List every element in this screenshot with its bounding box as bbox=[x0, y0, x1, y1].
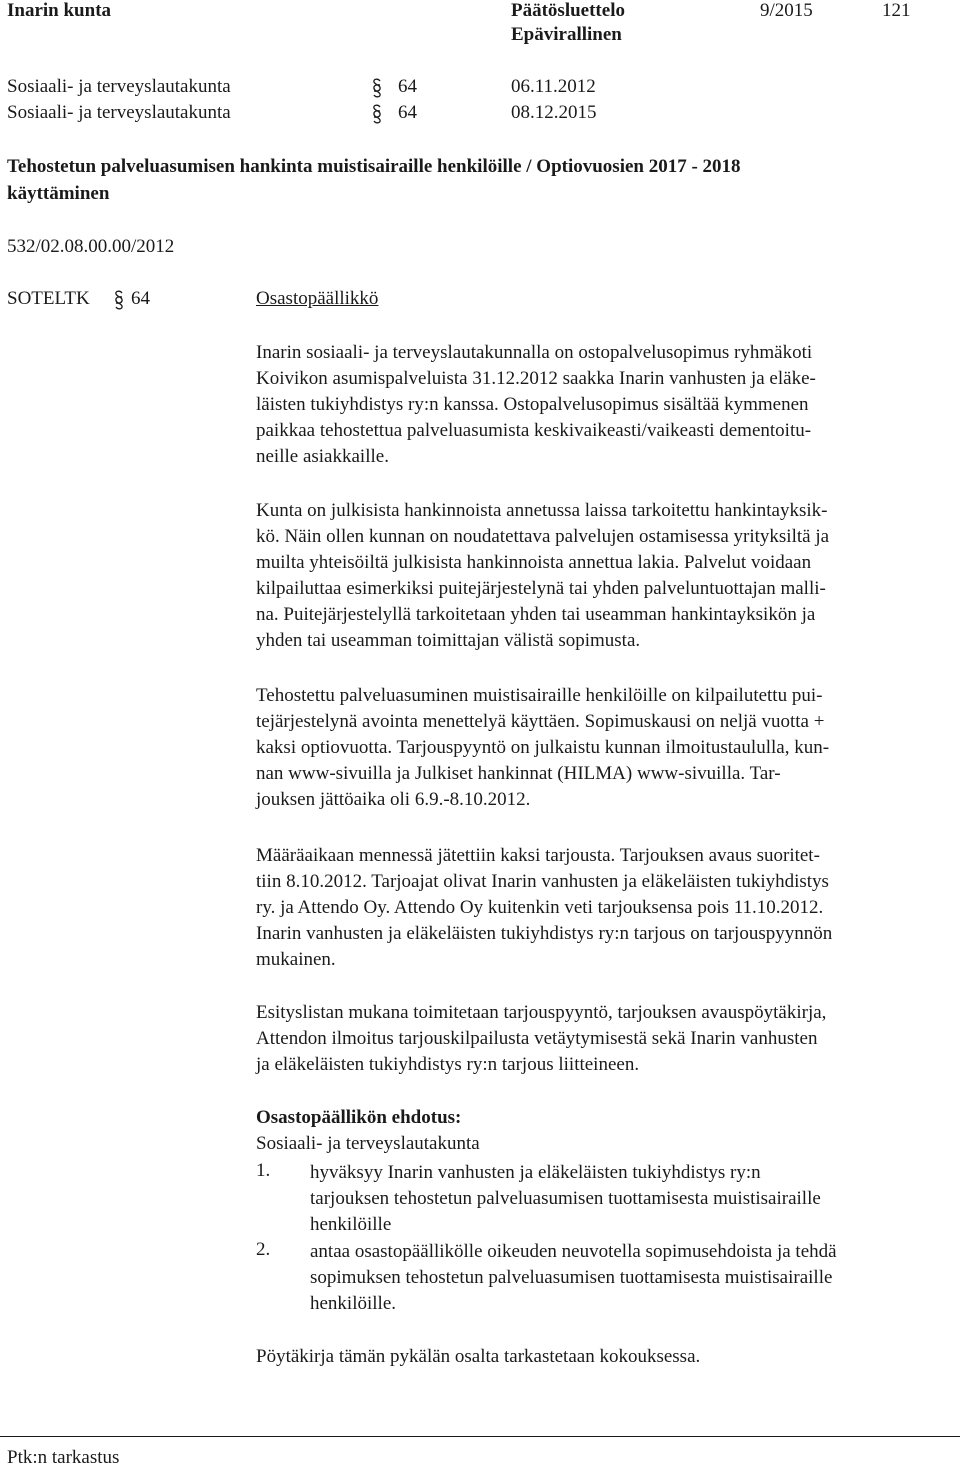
body-paragraph bbox=[256, 843, 954, 973]
document-status: Epävirallinen bbox=[511, 24, 622, 45]
paragraph-line: Inarin vanhusten ja eläkeläisten tukiyhdistys ry:n tarjous on tarjouspyynnön bbox=[256, 923, 833, 944]
issue-number: 9/2015 bbox=[760, 0, 813, 21]
record-number: 532/02.08.00.00/2012 bbox=[7, 236, 175, 257]
paragraph-line: kö. Näin ollen kunnan on noudatettava palvelujen ostamisessa yrityksiltä ja bbox=[256, 526, 830, 547]
paragraph-line: Koivikon asumispalveluista 31.12.2012 saakka Inarin vanhusten ja eläke- bbox=[256, 368, 816, 389]
closing-statement: Pöytäkirja tämän pykälän osalta tarkastetaan kokouksessa. bbox=[256, 1346, 701, 1367]
body-paragraph bbox=[256, 1000, 954, 1078]
section-number: 64 bbox=[131, 288, 150, 309]
history-committee: Sosiaali- ja terveyslautakunta bbox=[7, 102, 231, 123]
paragraph-line: kilpailuttaa esimerkiksi puitejärjestelynä tai yhden palveluntuottajan malli- bbox=[256, 578, 826, 599]
presenter-title: Osastopäällikkö bbox=[256, 288, 379, 309]
body-paragraph bbox=[256, 498, 954, 654]
body-paragraph bbox=[256, 683, 954, 813]
list-item-line: henkilöille. bbox=[310, 1293, 397, 1314]
list-item bbox=[310, 1160, 821, 1238]
paragraph-line: Määräaikaan mennessä jätettiin kaksi tarjousta. Tarjouksen avaus suoritet- bbox=[256, 845, 820, 866]
history-committee: Sosiaali- ja terveyslautakunta bbox=[7, 76, 231, 97]
history-section: 64 bbox=[398, 102, 417, 123]
paragraph-line: nan www-sivuilla ja Julkiset hankinnat (HILMA) www-sivuilla. Tar- bbox=[256, 763, 781, 784]
paragraph-line: neille asiakkaille. bbox=[256, 446, 389, 467]
list-item-line: hyväksyy Inarin vanhusten ja eläkeläisten tukiyhdistys ry:n bbox=[310, 1162, 761, 1183]
list-item-line: antaa osastopäällikölle oikeuden neuvotella sopimusehdoista ja tehdä bbox=[310, 1241, 837, 1262]
paragraph-line: na. Puitejärjestelyllä tarkoitetaan yhden tai useamman hankintayksikön ja bbox=[256, 604, 816, 625]
paragraph-line: tiin 8.10.2012. Tarjoajat olivat Inarin vanhusten ja eläkeläisten tukiyhdistys bbox=[256, 871, 829, 892]
paragraph-line: yhden tai useamman toimittajan välistä sopimusta. bbox=[256, 630, 641, 651]
history-section: 64 bbox=[398, 76, 417, 97]
paragraph-line: ry. ja Attendo Oy. Attendo Oy kuitenkin veti tarjouksensa pois 11.10.2012. bbox=[256, 897, 824, 918]
section-code: SOTELTK bbox=[7, 288, 90, 309]
list-number: 1. bbox=[256, 1160, 271, 1181]
history-date: 06.11.2012 bbox=[511, 76, 596, 97]
paragraph-line: tejärjestelynä avointa menettelyä käyttäen. Sopimuskausi on neljä vuotta + bbox=[256, 711, 825, 732]
section-sign-icon bbox=[371, 104, 383, 124]
agenda-title-line: Tehostetun palveluasumisen hankinta muistisairaille henkilöille / Optiovuosien 2017 - 2018 bbox=[7, 156, 741, 177]
section-sign-icon bbox=[113, 290, 125, 310]
paragraph-line: paikkaa tehostettua palveluasumista keskivaikeasti/vaikeasti dementoitu- bbox=[256, 420, 812, 441]
list-item-line: sopimuksen tehostetun palveluasumisen tuottamisesta muistisairaille bbox=[310, 1267, 833, 1288]
list-item-line: henkilöille bbox=[310, 1214, 392, 1235]
body-paragraph bbox=[256, 340, 954, 470]
proposal-heading: Osastopäällikön ehdotus: bbox=[256, 1107, 462, 1128]
list-number: 2. bbox=[256, 1239, 271, 1260]
paragraph-line: muilta yhteisöiltä julkisista hankinnoista annettua lakia. Palvelut voidaan bbox=[256, 552, 812, 573]
municipality-name: Inarin kunta bbox=[7, 0, 112, 21]
document-type: Päätösluettelo bbox=[511, 0, 625, 21]
list-item bbox=[310, 1239, 837, 1317]
paragraph-line: Tehostettu palveluasuminen muistisairaille henkilöille on kilpailutettu pui- bbox=[256, 685, 823, 706]
agenda-title-line: käyttäminen bbox=[7, 183, 110, 204]
paragraph-line: mukainen. bbox=[256, 949, 336, 970]
paragraph-line: ja eläkeläisten tukiyhdistys ry:n tarjous liitteineen. bbox=[256, 1054, 640, 1075]
paragraph-line: Inarin sosiaali- ja terveyslautakunnalla on ostopalvelusopimus ryhmäkoti bbox=[256, 342, 813, 363]
page-number: 121 bbox=[882, 0, 911, 21]
footer-label: Ptk:n tarkastus bbox=[7, 1447, 120, 1468]
list-item-line: tarjouksen tehostetun palveluasumisen tuottamisesta muistisairaille bbox=[310, 1188, 821, 1209]
paragraph-line: läisten tukiyhdistys ry:n kanssa. Ostopalvelusopimus sisältää kymmenen bbox=[256, 394, 809, 415]
footer-divider bbox=[0, 1436, 960, 1437]
section-sign-icon bbox=[371, 78, 383, 98]
paragraph-line: jouksen jättöaika oli 6.9.-8.10.2012. bbox=[256, 789, 531, 810]
paragraph-line: Kunta on julkisista hankinnoista annetussa laissa tarkoitettu hankintayksik- bbox=[256, 500, 828, 521]
proposal-body: Sosiaali- ja terveyslautakunta bbox=[256, 1133, 480, 1154]
paragraph-line: kaksi optiovuotta. Tarjouspyyntö on julkaistu kunnan ilmoitustaululla, kun- bbox=[256, 737, 830, 758]
paragraph-line: Attendon ilmoitus tarjouskilpailusta vetäytymisestä sekä Inarin vanhusten bbox=[256, 1028, 818, 1049]
paragraph-line: Esityslistan mukana toimitetaan tarjouspyyntö, tarjouksen avauspöytäkirja, bbox=[256, 1002, 827, 1023]
history-date: 08.12.2015 bbox=[511, 102, 597, 123]
